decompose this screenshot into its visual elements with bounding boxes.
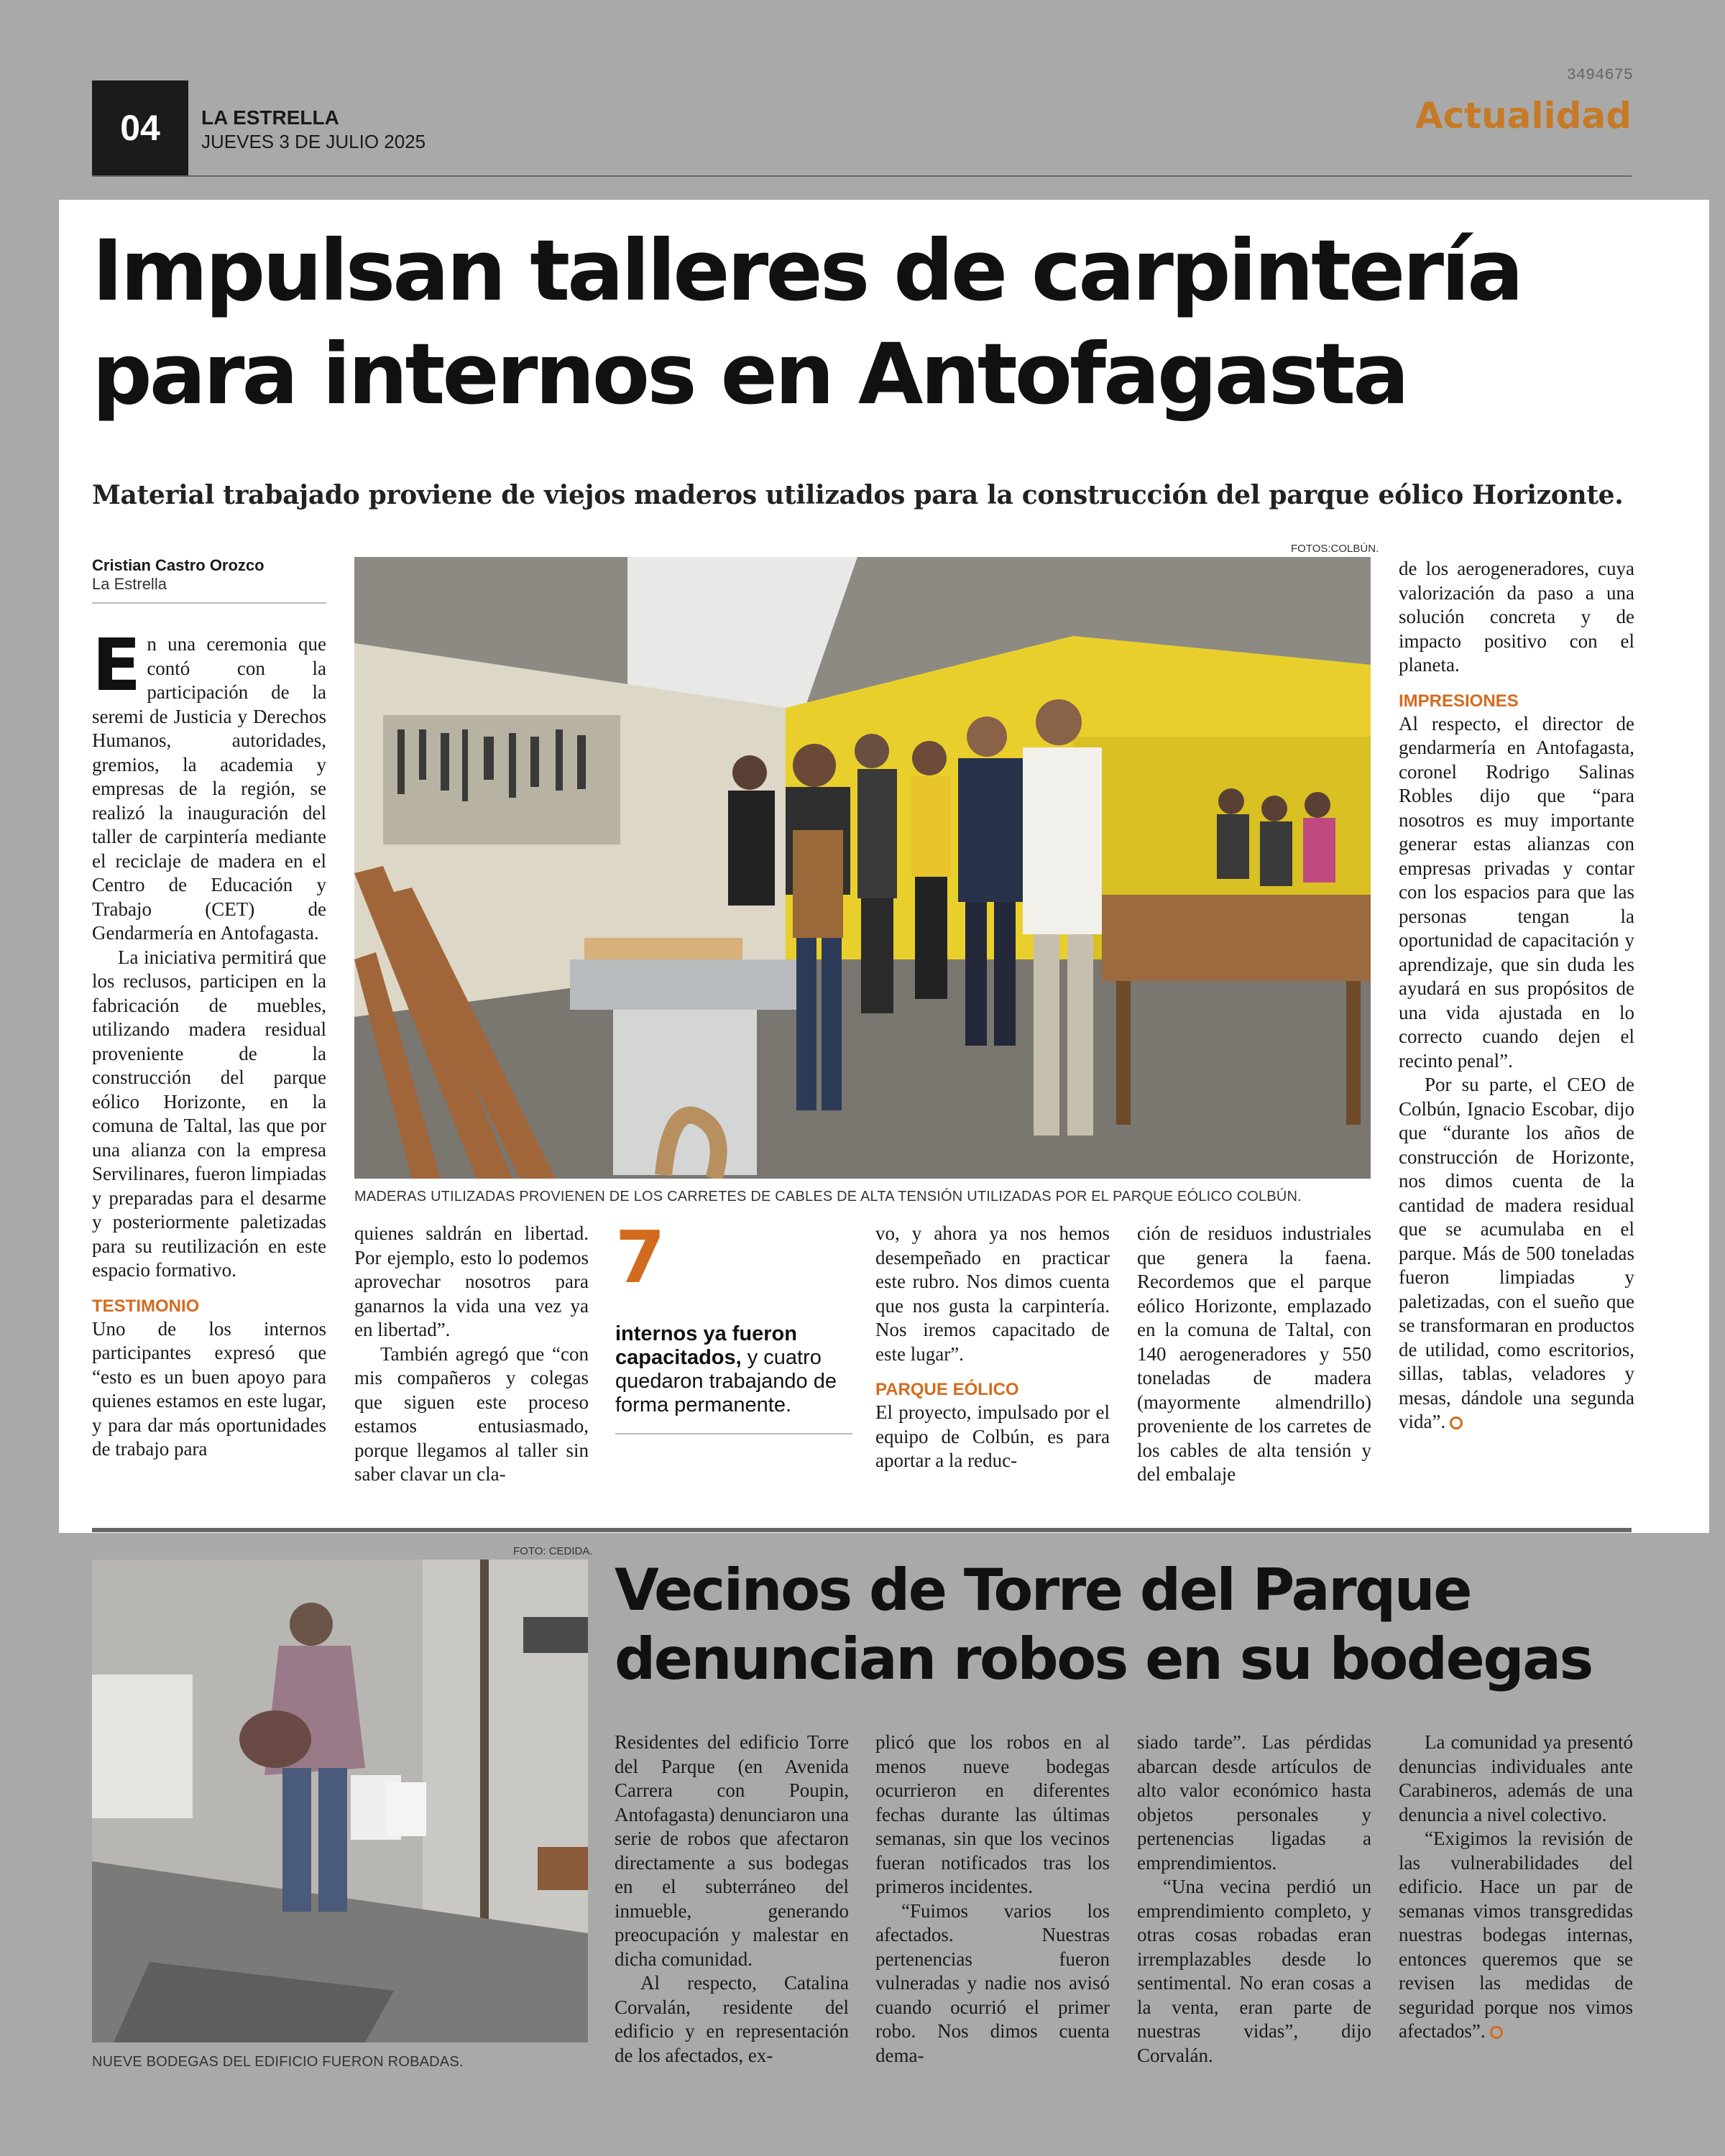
article-column-1: [92, 632, 326, 1495]
workshop-illustration: [354, 557, 1371, 1179]
stat-number: 7: [615, 1215, 666, 1299]
article-divider: [92, 1528, 1632, 1532]
paragraph: También agregó que “con mis compañeros y colegas que siguen este proceso estamos entusiasmado, porque llegamos al taller sin saber clavar un cla-: [354, 1342, 589, 1485]
issue-date: JUEVES 3 DE JULIO 2025: [201, 131, 426, 152]
end-mark-icon: [1450, 1416, 1463, 1429]
paragraph: Residentes del edificio Torre del Parque (en Avenida Carrera con Poupin, Antofagasta) denunciaron una serie de robos que afectaron directamente a sus bodegas en el subterráneo del inmueble, generando preocupación y malestar en dicha comunidad.: [615, 1731, 849, 1970]
photo-caption-2: NUEVE BODEGAS DEL EDIFICIO FUERON ROBADAS.: [92, 2054, 464, 2070]
stat-description: [615, 1322, 852, 1434]
stat-rest: y cuatro quedaron trabajando de forma permanente.: [615, 1346, 837, 1416]
paragraph: En una ceremonia que contó con la participación de la seremi de Justicia y Derechos Humanos, autoridades, gremios, la academia y empresas de la región, se realizó la inauguración del taller de carpintería mediante el reciclaje de madera en el Centro de Educación y Trabajo (CET) de Gendarmería en Antofagasta.: [92, 632, 326, 944]
section-name: Actualidad: [1414, 95, 1632, 137]
paragraph: Al respecto, Catalina Corvalán, residente del edificio y en representación de los afectados, ex-: [615, 1972, 849, 2066]
article-deck: Material trabajado proviene de viejos maderos utilizados para la construcción del parque eólico Horizonte.: [92, 480, 1624, 510]
paragraph: ción de residuos industriales que genera la faena. Recordemos que el parque eólico Horizonte, emplazado en la comuna de Taltal, con 140 aerogeneradores y 550 toneladas de madera (mayormente almendrillo) proveniente de los carretes de los cables de alta tensión y del embalaje: [1137, 1222, 1371, 1485]
author-name: Cristian Castro Orozco: [92, 556, 264, 574]
author-org: La Estrella: [92, 575, 167, 593]
stat-bold: internos ya fueron capacitados,: [615, 1322, 797, 1369]
subhead-testimonio: TESTIMONIO: [92, 1296, 200, 1316]
article2-column-4: [1399, 1731, 1633, 2076]
article-column-5: [1137, 1222, 1371, 1495]
paragraph: Al respecto, el director de gendarmería en Antofagasta, coronel Rodrigo Salinas Robles dijo que “para nosotros es muy importante generar estas alianzas con empresas privadas y contar con los espacios para que las personas tengan la oportunidad de capacitación y aprendizaje, que sin duda les ayudará en sus propósitos de una vida ajustada en lo correcto cuando dejen el recinto penal”.: [1399, 712, 1634, 1072]
article-column-6: [1399, 557, 1634, 1498]
end-mark-icon: [1490, 2026, 1503, 2039]
paragraph: de los aerogeneradores, cuya valorización da paso a una solución concreta y de impacto positivo con el planeta.: [1399, 558, 1634, 676]
carpentry-workshop-photo: [354, 557, 1371, 1179]
article2-headline: Vecinos de Torre del Parque denuncian robos en su bodegas: [615, 1557, 1592, 1692]
article2-column-3: [1137, 1731, 1371, 2076]
paragraph: plicó que los robos en al menos nueve bodegas ocurrieron en diferentes fechas durante las últimas semanas, sin que los vecinos fueran notificados tras los primeros incidentes.: [875, 1731, 1110, 1897]
subhead-parque: PARQUE EÓLICO: [875, 1380, 1019, 1399]
paragraph: Por su parte, el CEO de Colbún, Ignacio Escobar, dijo que “durante los años de construcción de Horizonte, nos dimos cuenta de la cantidad de madera residual que se acumulaba en el parque. Más de 500 toneladas fueron limpiadas y paletizadas, con el sueño que se transformaran en productos de utilidad, como escritorios, sillas, tablas, veladores y mesas, dándole una segunda vida”.: [1399, 1074, 1634, 1432]
article-code: 3494675: [1566, 66, 1633, 84]
paragraph: siado tarde”. Las pérdidas abarcan desde artículos de alto valor económico hasta objetos personales y pertenencias ligadas a emprendimientos.: [1137, 1731, 1371, 1874]
paragraph: vo, y ahora ya nos hemos desempeñado en practicar este rubro. Nos dimos cuenta que nos gusta la carpintería. Nos iremos capacitado de este lugar”.: [875, 1222, 1110, 1365]
newspaper-name: LA ESTRELLA: [201, 106, 339, 129]
paragraph: La comunidad ya presentó denuncias individuales ante Carabineros, además de una denuncia a nivel colectivo.: [1399, 1731, 1633, 1825]
paragraph: quienes saldrán en libertad. Por ejemplo, esto lo podemos aprovechar nosotros para ganarnos la vida una vez ya en libertad”.: [354, 1222, 589, 1340]
cctv-photo: [92, 1560, 588, 2042]
article2-column-1: [615, 1731, 849, 2076]
photo-caption: MADERAS UTILIZADAS PROVIENEN DE LOS CARRETES DE CABLES DE ALTA TENSIÓN UTILIZADAS POR EL PARQUE EÓLICO COLBÚN.: [354, 1189, 1302, 1204]
page-header: [92, 80, 1632, 177]
paragraph: El proyecto, impulsado por el equipo de Colbún, es para aportar a la reduc-: [875, 1401, 1110, 1471]
article2-column-2: [875, 1731, 1110, 2076]
byline: [92, 556, 326, 604]
paragraph: Uno de los internos participantes expresó que “esto es un buen apoyo para quienes estamos en este lugar, y para dar más oportunidades de trabajo para: [92, 1317, 326, 1460]
page-number: 04: [92, 80, 188, 175]
cctv-illustration: [92, 1560, 588, 2042]
photo-credit: FOTOS:COLBÚN.: [1291, 543, 1379, 555]
subhead-impresiones: IMPRESIONES: [1399, 691, 1519, 711]
drop-cap: E: [92, 632, 142, 707]
article-headline: Impulsan talleres de carpintería para internos en Antofagasta: [92, 221, 1522, 423]
photo-credit-2: FOTO: CEDIDA.: [513, 1545, 593, 1557]
article-column-2: [354, 1222, 589, 1495]
paragraph: “Exigimos la revisión de las vulnerabilidades del edificio. Hace un par de semanas vimos transgredidas nuestras bodegas internas, entonces queremos que se revisen las medidas de seguridad porque nos vimos afectados”.: [1399, 1828, 1633, 2042]
paragraph: La iniciativa permitirá que los reclusos, participen en la fabricación de muebles, utilizando madera residual proveniente de la construcción del parque eólico Horizonte, en la comuna de Taltal, las que por una alianza con la empresa Servilinares, fueron limpiadas y preparadas para el desarme y posteriormente paletizadas para su reutilización en este espacio formativo.: [92, 946, 326, 1281]
paragraph: “Fuimos varios los afectados. Nuestras pertenencias fueron vulneradas y nadie nos avisó cuando ocurrió el primer robo. Nos dimos cuenta dema-: [875, 1899, 1110, 2066]
paragraph: “Una vecina perdió un emprendimiento completo, y otras cosas robadas eran irremplazables desde lo sentimental. No eran cosas a la venta, eran parte de nuestras vidas”, dijo Corvalán.: [1137, 1876, 1371, 2066]
article-column-4: [875, 1222, 1110, 1495]
